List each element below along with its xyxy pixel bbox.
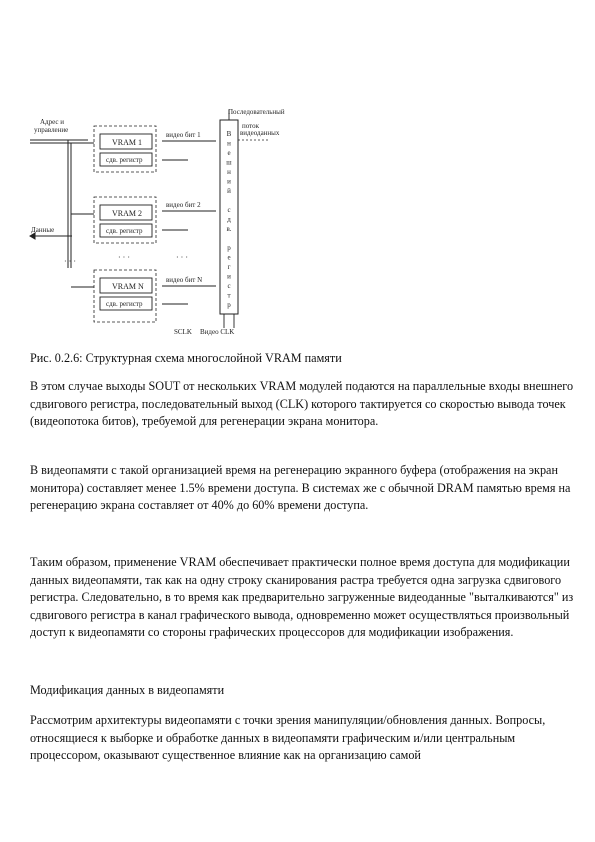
address-label-1: Адрес и — [40, 118, 65, 126]
shift-reg-1-label: сдв. регистр — [106, 156, 143, 164]
data-label: Данные — [31, 226, 55, 234]
external-shift-register-letter: и — [227, 272, 231, 281]
external-shift-register-letter: с — [227, 206, 231, 214]
shift-reg-2-label: сдв. регистр — [106, 227, 143, 235]
dots-right: · · · — [176, 253, 188, 262]
paragraph-4: Рассмотрим архитектуры видеопамяти с точки зрения манипуляции/обновления данных. Вопросы, относящиеся к выборке и обработке данных в видеопамяти графическим и/или центральным процессором, оказывают существенное влияние как на организацию самой — [30, 713, 546, 763]
video-clk-label: Видео CLK — [200, 328, 235, 336]
serial-stream-label-2: поток — [242, 122, 260, 130]
video-bit-n-label: видео бит N — [166, 276, 203, 284]
section-heading: Модификация данных в видеопамяти — [30, 683, 225, 697]
external-shift-register-letter: в. — [226, 225, 232, 233]
vram1-label: VRAM 1 — [112, 138, 143, 147]
serial-stream-label-3: видеоданных — [240, 129, 280, 137]
external-shift-register-letter: с — [227, 282, 231, 290]
figure-caption: Рис. 0.2.6: Структурная схема многослойной VRAM памяти — [30, 351, 342, 365]
external-shift-register-letter: й — [227, 187, 231, 195]
dots-middle: · · · — [118, 253, 130, 262]
address-control-bus — [30, 140, 88, 268]
video-bit-1-label: видео бит 1 — [166, 131, 201, 139]
external-shift-register-letter: ш — [226, 158, 232, 167]
external-shift-register-letter: р — [227, 244, 231, 252]
external-shift-register-letter: В — [226, 130, 232, 138]
external-shift-register-letter: д — [227, 215, 231, 224]
serial-stream-label-1: Последовательный — [228, 108, 285, 116]
external-shift-register-letter: е — [227, 253, 231, 262]
external-shift-register-letter: н — [227, 139, 231, 148]
external-shift-register-letter: г — [227, 263, 231, 271]
external-shift-register-letter: и — [227, 177, 231, 186]
external-shift-register-letter: р — [227, 301, 231, 309]
paragraph-2: В видеопамяти с такой организацией время на регенерацию экранного буфера (отображения на экран монитора) составляет менее 1.5% времени доступа. В системах же с обычной DRAM памятью время на регенерацию экрана составляет от 40% до 60% времени доступа. — [30, 463, 571, 513]
vramN-label: VRAM N — [112, 282, 144, 291]
external-shift-register-letter: н — [227, 168, 231, 176]
shift-reg-n-label: сдв. регистр — [106, 300, 143, 308]
address-label-2: управление — [34, 126, 69, 134]
external-shift-register-letter: т — [227, 291, 231, 300]
sclk-label: SCLK — [174, 328, 192, 336]
video-bit-2-label: видео бит 2 — [166, 201, 201, 209]
paragraph-3: Таким образом, применение VRAM обеспечивает практически полное время доступа для модификации данных видеопамяти, так как на одну строку сканирования растра требуется одна загрузка сдвигового регистра. Следовательно, в то время как предварительно загруженные видеоданные "выталкиваются" из сдвигового регистра в канал графического вывода, одновременно может осуществляться произвольный доступ к видеопамяти со стороны графических процессоров для модификации изображения. — [30, 555, 574, 640]
external-shift-register-letter: е — [227, 149, 231, 157]
vram2-label: VRAM 2 — [112, 209, 143, 218]
paragraph-1: В этом случае выходы SOUT от нескольких VRAM модулей подаются на параллельные входы внешнего сдвигового регистра, последовательный выход (CLK) которого тактируется со скоростью вывода точек (видеопотока битов), требуемой для регенерации экрана монитора. — [30, 379, 574, 429]
dots-left: · · · — [64, 257, 76, 266]
vram-diagram — [28, 104, 298, 340]
